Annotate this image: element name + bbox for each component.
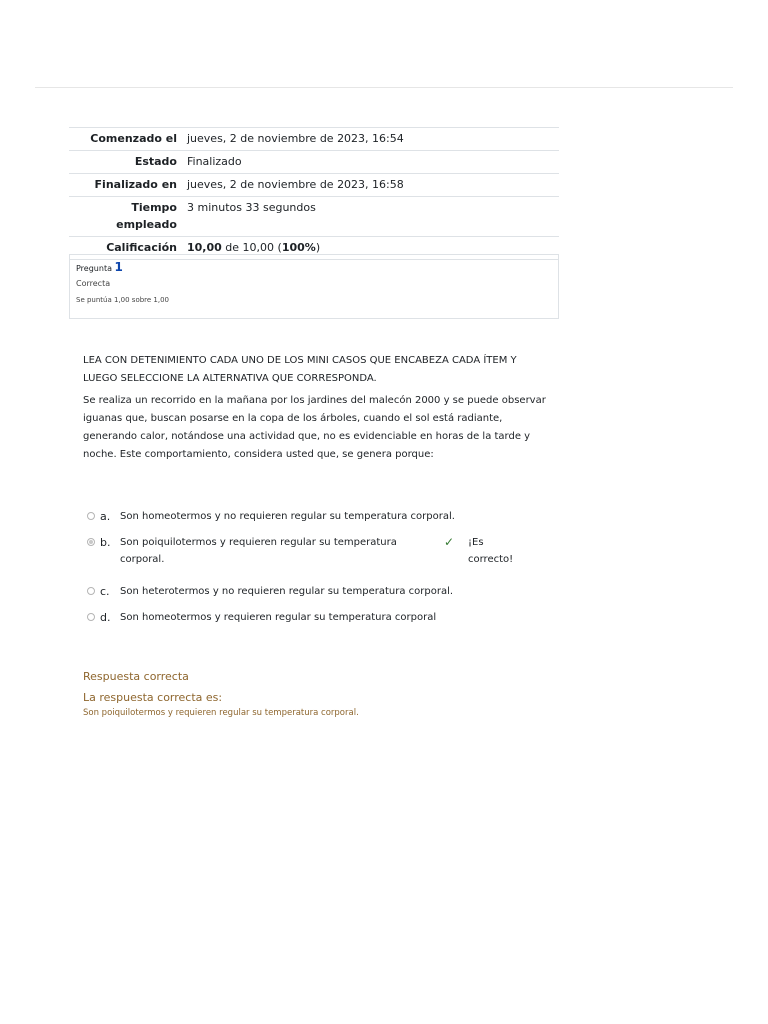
summary-label: Estado [134,155,177,168]
question-body: Se realiza un recorrido en la mañana por los jardines del malecón 2000 y se puede observar iguanas que, buscan posarse en la copa de los árboles, cuando el sol está radiante, generando calor, notándose una actividad que, no es evidenciable en horas de la tarde y noche. Este comportamiento, considera usted que, se genera porque: [83,395,546,460]
radio-icon[interactable] [87,587,95,595]
attempt-summary-table [69,127,559,260]
radio-icon[interactable] [87,613,95,621]
check-icon: ✓ [444,535,455,549]
option-text: Son homeotermos y requieren regular su temperatura corporal [120,612,437,623]
summary-label: Calificación [106,241,177,254]
question-text [83,352,553,468]
option-letter: d. [100,611,111,624]
option-letter: b. [100,536,111,549]
feedback-correct-label: La respuesta correcta es: [83,691,223,704]
summary-row-finished [69,174,559,197]
header-divider [35,87,733,88]
question-number-label: Pregunta [76,264,115,273]
question-info-box [69,254,559,319]
option-feedback: ¡Es correcto! [468,537,514,565]
summary-value: jueves, 2 de noviembre de 2023, 16:58 [187,178,404,191]
summary-value: jueves, 2 de noviembre de 2023, 16:54 [187,132,404,145]
radio-icon[interactable] [87,512,95,520]
question-instructions: LEA CON DETENIMIENTO CADA UNO DE LOS MINI CASOS QUE ENCABEZA CADA ÍTEM Y LUEGO SELECCIONE LA ALTERNATIVA QUE CORRESPONDA. [83,355,517,384]
feedback-status: Respuesta correcta [83,670,189,683]
feedback-correct-answer: Son poiquilotermos y requieren regular su temperatura corporal. [83,708,359,718]
summary-label: Tiempo empleado [116,201,177,231]
option-letter: a. [100,510,111,523]
summary-row-time-taken [69,197,559,237]
grade-close: ) [315,241,321,254]
option-letter: c. [100,585,110,598]
grade-percent: 100% [281,241,316,254]
option-text: Son poiquilotermos y requieren regular su temperatura corporal. [120,537,397,565]
question-number [76,260,552,274]
option-text: Son heterotermos y no requieren regular su temperatura corporal. [120,586,454,597]
summary-label: Finalizado en [94,178,177,191]
radio-icon[interactable] [87,538,95,546]
answer-option-d[interactable] [87,609,547,626]
answer-option-a[interactable] [87,508,547,525]
grade-of: de 10,00 ( [221,241,282,254]
question-state: Correcta [76,279,111,288]
question-grade: Se puntúa 1,00 sobre 1,00 [76,296,170,304]
answer-option-b[interactable] [87,534,547,568]
summary-row-state [69,151,559,174]
grade-value: 10,00 [187,241,222,254]
summary-row-started [69,128,559,151]
summary-value: 3 minutos 33 segundos [187,201,316,214]
question-number-value: 1 [114,260,123,274]
summary-label: Comenzado el [90,132,177,145]
answer-option-c[interactable] [87,583,547,600]
general-feedback [83,668,553,720]
option-text: Son homeotermos y no requieren regular su temperatura corporal. [120,511,455,522]
summary-value: Finalizado [187,155,242,168]
